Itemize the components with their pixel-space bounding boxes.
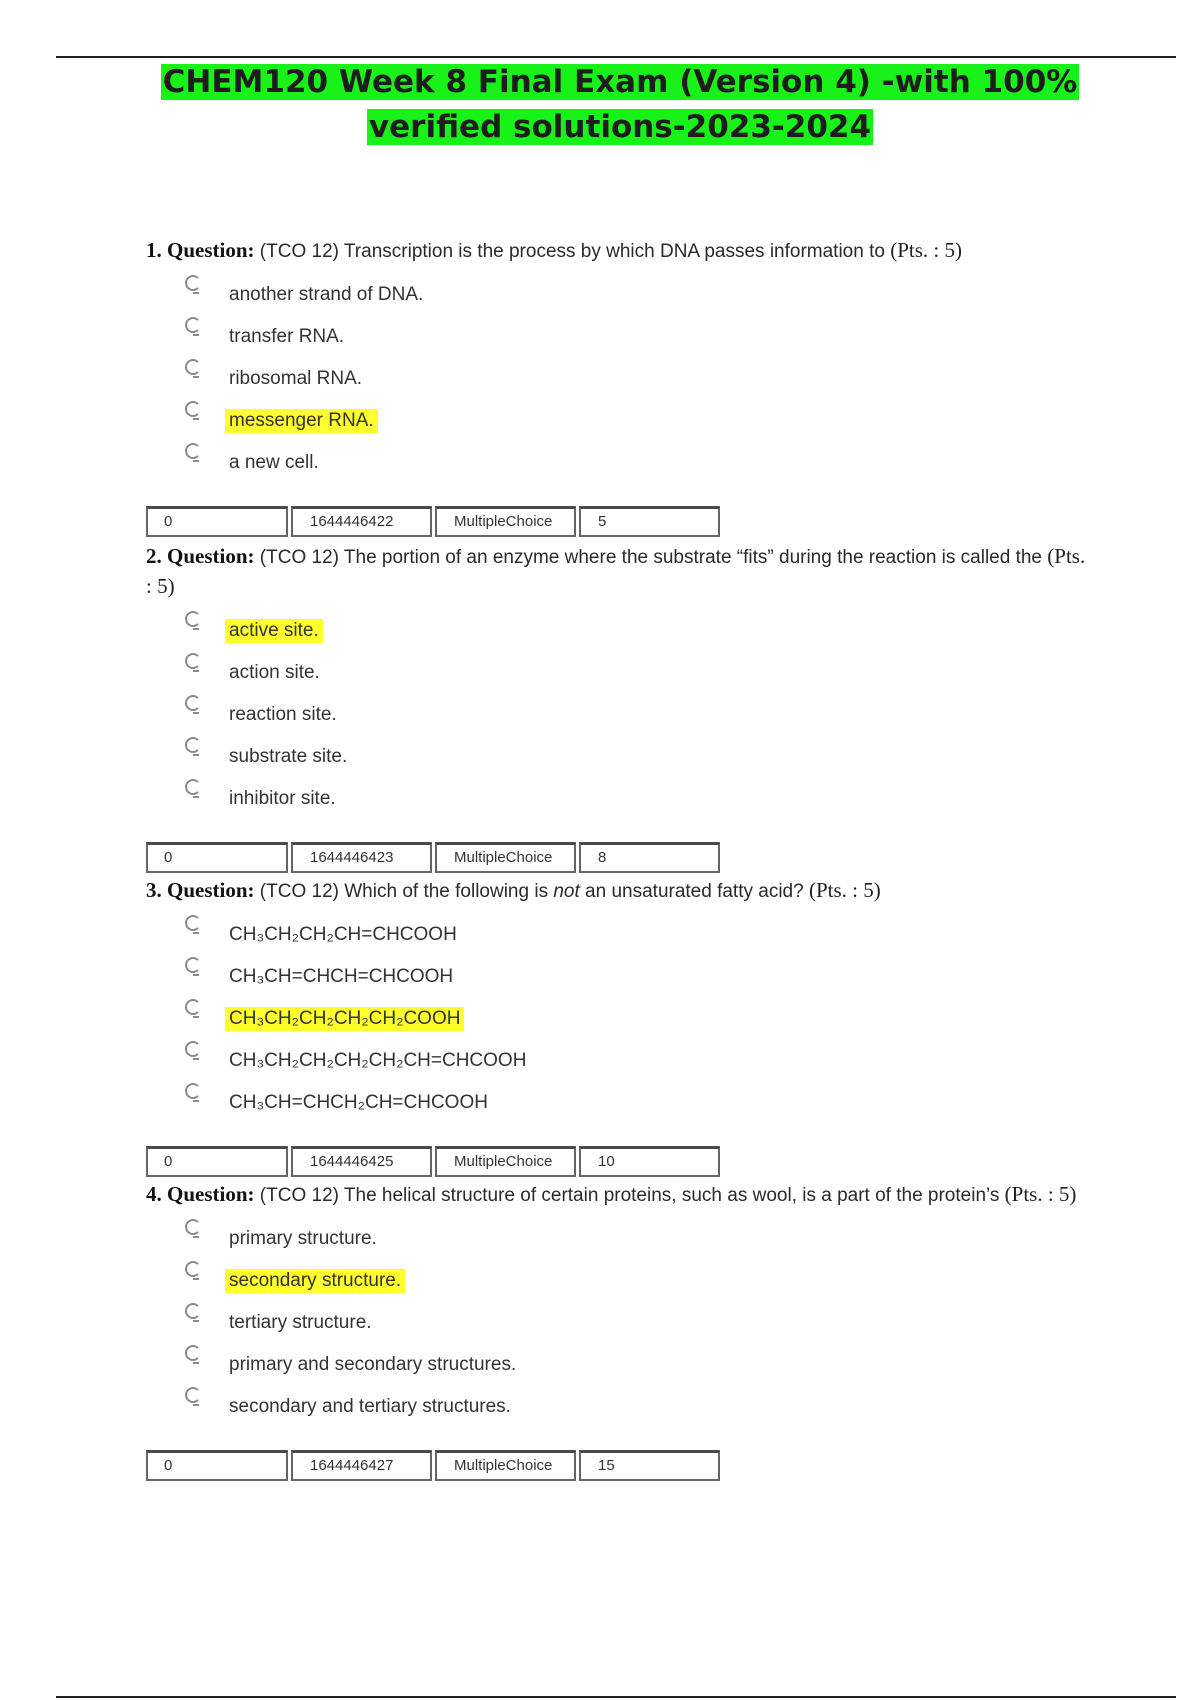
option-text: another strand of DNA. <box>229 284 424 305</box>
meta-cell-score: 0 <box>146 1450 288 1481</box>
meta-cell-id: 1644446422 <box>291 506 432 537</box>
option-row[interactable] <box>146 996 1086 1038</box>
document-title <box>0 60 1200 150</box>
question-2 <box>146 542 1086 879</box>
meta-cell-type: MultipleChoice <box>435 506 576 537</box>
option-row[interactable] <box>146 398 1086 440</box>
option-text: CH₃CH=CHCH₂CH=CHCOOH <box>229 1092 488 1113</box>
meta-cell-number: 8 <box>579 842 720 873</box>
radio-button-icon[interactable] <box>185 1219 201 1235</box>
option-row[interactable] <box>146 314 1086 356</box>
question-meta-row <box>146 1450 1086 1481</box>
radio-button-icon[interactable] <box>185 1345 201 1361</box>
question-header <box>146 236 1086 266</box>
question-points: (Pts. : 5) <box>890 238 962 262</box>
option-row[interactable] <box>146 608 1086 650</box>
option-text: substrate site. <box>229 746 348 767</box>
option-text: CH₃CH₂CH₂CH=CHCOOH <box>229 924 457 945</box>
question-points: (Pts. : 5) <box>808 878 881 902</box>
question-header <box>146 1180 1086 1210</box>
option-text: a new cell. <box>229 452 319 473</box>
question-points: (Pts. : 5) <box>146 544 1086 598</box>
radio-button-icon[interactable] <box>185 401 201 417</box>
options-list <box>146 1216 1086 1426</box>
radio-button-icon[interactable] <box>185 1083 201 1099</box>
question-meta-row <box>146 506 1086 537</box>
option-row[interactable] <box>146 776 1086 818</box>
option-text: secondary and tertiary structures. <box>229 1396 511 1417</box>
option-text: transfer RNA. <box>229 326 345 347</box>
option-text: reaction site. <box>229 704 337 725</box>
radio-button-icon[interactable] <box>185 737 201 753</box>
radio-button-icon[interactable] <box>185 1041 201 1057</box>
options-list <box>146 272 1086 482</box>
question-meta-row <box>146 842 1086 873</box>
question-label: 4. Question: <box>146 1182 255 1206</box>
question-text-after: an unsaturated fatty acid? <box>585 881 804 902</box>
option-row[interactable] <box>146 734 1086 776</box>
option-row[interactable] <box>146 1258 1086 1300</box>
radio-button-icon[interactable] <box>185 359 201 375</box>
option-text-highlighted-answer: secondary structure. <box>225 1269 405 1293</box>
question-text: (TCO 12) The helical structure of certain proteins, such as wool, is a part of the protein’s <box>259 1185 1000 1206</box>
question-meta-row <box>146 1146 1086 1177</box>
meta-cell-type: MultipleChoice <box>435 1450 576 1481</box>
radio-button-icon[interactable] <box>185 443 201 459</box>
question-header <box>146 876 1086 906</box>
option-text: primary structure. <box>229 1228 377 1249</box>
question-label: 2. Question: <box>146 544 255 568</box>
question-text-before: (TCO 12) Which of the following is <box>259 881 549 902</box>
meta-cell-id: 1644446423 <box>291 842 432 873</box>
options-list <box>146 912 1086 1122</box>
option-row[interactable] <box>146 1342 1086 1384</box>
title-line-1: CHEM120 Week 8 Final Exam (Version 4) -with 100% <box>162 64 1078 100</box>
radio-button-icon[interactable] <box>185 1387 201 1403</box>
meta-cell-id: 1644446425 <box>291 1146 432 1177</box>
option-text: tertiary structure. <box>229 1312 372 1333</box>
meta-cell-number: 5 <box>579 506 720 537</box>
option-row[interactable] <box>146 912 1086 954</box>
meta-cell-number: 15 <box>579 1450 720 1481</box>
option-row[interactable] <box>146 356 1086 398</box>
question-label: 1. Question: <box>146 238 255 262</box>
option-row[interactable] <box>146 954 1086 996</box>
radio-button-icon[interactable] <box>185 695 201 711</box>
meta-cell-number: 10 <box>579 1146 720 1177</box>
option-row[interactable] <box>146 692 1086 734</box>
meta-cell-type: MultipleChoice <box>435 1146 576 1177</box>
option-text-highlighted-answer: messenger RNA. <box>225 409 378 433</box>
option-text: ribosomal RNA. <box>229 368 363 389</box>
question-label: 3. Question: <box>146 878 255 902</box>
meta-cell-score: 0 <box>146 842 288 873</box>
radio-button-icon[interactable] <box>185 957 201 973</box>
radio-button-icon[interactable] <box>185 915 201 931</box>
option-row[interactable] <box>146 272 1086 314</box>
option-text: CH₃CH₂CH₂CH₂CH₂CH=CHCOOH <box>229 1050 527 1071</box>
question-3 <box>146 876 1086 1183</box>
question-1 <box>146 236 1086 543</box>
option-row[interactable] <box>146 1384 1086 1426</box>
question-points: (Pts. : 5) <box>1004 1182 1077 1206</box>
radio-button-icon[interactable] <box>185 653 201 669</box>
question-header <box>146 542 1086 602</box>
meta-cell-score: 0 <box>146 1146 288 1177</box>
option-text: primary and secondary structures. <box>229 1354 517 1375</box>
top-rule <box>56 56 1176 58</box>
option-row[interactable] <box>146 1038 1086 1080</box>
options-list <box>146 608 1086 818</box>
meta-cell-id: 1644446427 <box>291 1450 432 1481</box>
option-row[interactable] <box>146 440 1086 482</box>
question-text-emphasis: not <box>553 881 580 902</box>
title-line-2: verified solutions-2023-2024 <box>368 109 872 145</box>
radio-button-icon[interactable] <box>185 1303 201 1319</box>
option-text: CH₃CH=CHCH=CHCOOH <box>229 966 454 987</box>
radio-button-icon[interactable] <box>185 999 201 1015</box>
option-text-highlighted-answer: CH₃CH₂CH₂CH₂CH₂COOH <box>225 1007 464 1031</box>
radio-button-icon[interactable] <box>185 611 201 627</box>
radio-button-icon[interactable] <box>185 779 201 795</box>
meta-cell-score: 0 <box>146 506 288 537</box>
option-text-highlighted-answer: active site. <box>225 619 323 643</box>
option-text: action site. <box>229 662 320 683</box>
question-text: (TCO 12) Transcription is the process by which DNA passes information to <box>259 241 885 262</box>
question-text: (TCO 12) The portion of an enzyme where the substrate “fits” during the reaction is called the <box>259 547 1042 568</box>
option-row[interactable] <box>146 1080 1086 1122</box>
radio-button-icon[interactable] <box>185 275 201 291</box>
question-4 <box>146 1180 1086 1487</box>
option-text: inhibitor site. <box>229 788 336 809</box>
option-row[interactable] <box>146 650 1086 692</box>
option-row[interactable] <box>146 1300 1086 1342</box>
radio-button-icon[interactable] <box>185 317 201 333</box>
option-row[interactable] <box>146 1216 1086 1258</box>
radio-button-icon[interactable] <box>185 1261 201 1277</box>
bottom-rule <box>56 1696 1176 1698</box>
meta-cell-type: MultipleChoice <box>435 842 576 873</box>
